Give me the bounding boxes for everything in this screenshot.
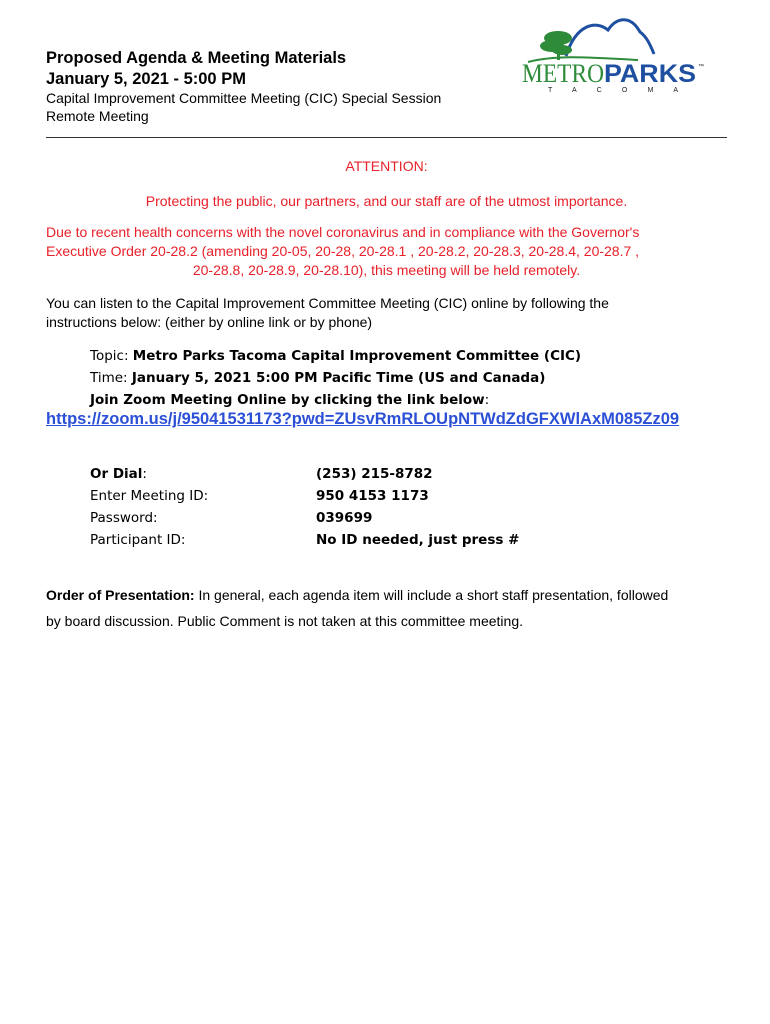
logo-word-parks: PARKS <box>604 60 696 88</box>
participant-id-value: No ID needed, just press # <box>316 532 520 548</box>
title-line-1: Proposed Agenda & Meeting Materials <box>46 49 347 67</box>
logo-tm: ™ <box>698 64 704 70</box>
join-instruction <box>90 389 489 411</box>
metro-parks-logo <box>518 14 708 94</box>
intro-line-2: instructions below: (either by online link or by phone) <box>46 314 373 330</box>
attention-line-2a: Due to recent health concerns with the novel coronavirus and in compliance with the Governor's <box>46 224 640 240</box>
logo-word-metro: METRO <box>522 59 604 88</box>
logo-city: T A C O M A <box>548 87 678 94</box>
attention-line-2c: 20-28.8, 20-28.9, 20-28.10), this meeting will be held remotely. <box>192 262 581 278</box>
meeting-topic <box>90 345 581 367</box>
intro-line-1: You can listen to the Capital Improvement Committee Meeting (CIC) online by following the <box>46 295 609 311</box>
logo-graphic <box>518 14 708 94</box>
zoom-meeting-link[interactable]: https://zoom.us/j/95041531173?pwd=ZUsvRmRLOUpNTWdZdGFXWlAxM085Zz09 <box>46 410 680 428</box>
order-of-presentation-line-1 <box>46 586 727 605</box>
password-label: Password: <box>90 510 158 526</box>
topic-label: Topic: <box>90 348 133 364</box>
join-text: Join Zoom Meeting Online by clicking the link below <box>90 392 485 408</box>
order-text-1: In general, each agenda item will include a short staff presentation, followed <box>194 587 669 603</box>
mountain-shape <box>566 20 654 56</box>
subtitle-line-2: Remote Meeting <box>46 108 149 124</box>
attention-line-1: Protecting the public, our partners, and our staff are of the utmost importance. <box>145 193 628 209</box>
dial-phone-number: (253) 215-8782 <box>316 466 433 482</box>
meeting-id-value: 950 4153 1173 <box>316 488 429 504</box>
time-value: January 5, 2021 5:00 PM Pacific Time (US and Canada) <box>131 370 546 386</box>
attention-heading: ATTENTION: <box>345 158 428 174</box>
join-colon: : <box>484 392 490 408</box>
order-label: Order of Presentation: <box>46 587 195 603</box>
document-title <box>46 48 346 90</box>
topic-value: Metro Parks Tacoma Capital Improvement Committee (CIC) <box>132 348 582 364</box>
attention-line-2b: Executive Order 20-28.2 (amending 20-05, 20-28, 20-28.1 , 20-28.2, 20-28.3, 20-28.4, 20-28.7 , <box>46 243 640 259</box>
title-line-2: January 5, 2021 - 5:00 PM <box>46 70 246 88</box>
participant-id-label: Participant ID: <box>90 532 186 548</box>
meeting-time <box>90 367 545 389</box>
time-label: Time: <box>90 370 132 386</box>
dial-label: Or Dial: <box>90 466 147 482</box>
meeting-id-label: Enter Meeting ID: <box>90 488 209 504</box>
password-value: 039699 <box>316 510 373 526</box>
order-of-presentation-line-2: by board discussion. Public Comment is not taken at this committee meeting. <box>46 613 523 629</box>
header-divider <box>46 137 727 138</box>
subtitle-line-1: Capital Improvement Committee Meeting (CIC) Special Session <box>46 90 442 106</box>
